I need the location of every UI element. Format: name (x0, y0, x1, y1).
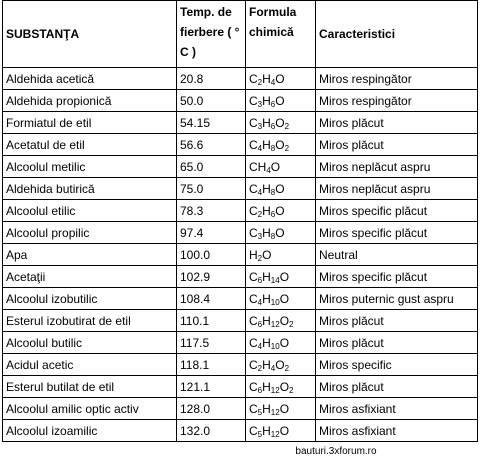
header-traits: Caracteristici (316, 1, 478, 68)
substances-table (2, 0, 478, 442)
table-row (3, 376, 478, 398)
cell-substance: Aldehida butirică (3, 178, 177, 200)
cell-traits: Miros plăcut (316, 332, 478, 354)
header-substance: SUBSTANŢA (3, 1, 177, 68)
header-formula: Formula chimică (246, 1, 316, 68)
table-row (3, 112, 478, 134)
cell-boiling-temp: 20.8 (177, 68, 246, 90)
cell-boiling-temp: 132.0 (177, 420, 246, 442)
cell-traits: Miros neplăcut aspru (316, 178, 478, 200)
cell-substance: Esterul butilat de etil (3, 376, 177, 398)
cell-formula: $C_4H_8O$ (246, 178, 316, 200)
header-row (3, 1, 478, 68)
cell-formula: $C_6H_{12}O_2$ (246, 310, 316, 332)
cell-substance: Aldehida propionică (3, 90, 177, 112)
watermark-text: bauturi.3xforum.ro (255, 445, 417, 458)
cell-formula: $C_2H_4O_2$ (246, 354, 316, 376)
cell-boiling-temp: 110.1 (177, 310, 246, 332)
cell-boiling-temp: 50.0 (177, 90, 246, 112)
cell-substance: Acidul acetic (3, 354, 177, 376)
cell-substance: Apa (3, 244, 177, 266)
cell-boiling-temp: 97.4 (177, 222, 246, 244)
cell-substance: Alcoolul etilic (3, 200, 177, 222)
cell-formula: $C_6H_{12}O_2$ (246, 376, 316, 398)
cell-formula: $C_4H_8O_2$ (246, 134, 316, 156)
cell-boiling-temp: 75.0 (177, 178, 246, 200)
cell-traits: Miros respingător (316, 90, 478, 112)
table-row (3, 156, 478, 178)
cell-substance: Alcoolul izobutilic (3, 288, 177, 310)
cell-substance: Alcoolul propilic (3, 222, 177, 244)
table-row (3, 178, 478, 200)
cell-boiling-temp: 118.1 (177, 354, 246, 376)
cell-traits: Miros plăcut (316, 310, 478, 332)
table-row (3, 310, 478, 332)
cell-boiling-temp: 121.1 (177, 376, 246, 398)
cell-traits: Neutral (316, 244, 478, 266)
cell-boiling-temp: 117.5 (177, 332, 246, 354)
cell-substance: Aldehida acetică (3, 68, 177, 90)
cell-formula: $C_4H_{10}O$ (246, 332, 316, 354)
cell-formula: $C_3H_8O$ (246, 222, 316, 244)
cell-formula: $H_2O$ (246, 244, 316, 266)
table-row (3, 420, 478, 442)
cell-traits: Miros asfixiant (316, 398, 478, 420)
cell-traits: Miros asfixiant (316, 420, 478, 442)
table-row (3, 332, 478, 354)
cell-traits: Miros respingător (316, 68, 478, 90)
table-row (3, 288, 478, 310)
cell-substance: Acetatul de etil (3, 134, 177, 156)
cell-substance: Alcoolul amilic optic activ (3, 398, 177, 420)
cell-formula: $C_4H_{10}O$ (246, 288, 316, 310)
cell-boiling-temp: 100.0 (177, 244, 246, 266)
table-row (3, 200, 478, 222)
cell-substance: Alcoolul izoamilic (3, 420, 177, 442)
table-row (3, 266, 478, 288)
cell-substance: Formiatul de etil (3, 112, 177, 134)
cell-boiling-temp: 56.6 (177, 134, 246, 156)
cell-substance: Acetaţii (3, 266, 177, 288)
cell-formula: $C_3H_6O_2$ (246, 112, 316, 134)
cell-substance: Alcoolul metilic (3, 156, 177, 178)
cell-substance: Alcoolul butilic (3, 332, 177, 354)
cell-substance: Esterul izobutirat de etil (3, 310, 177, 332)
cell-formula: $C_5H_{12}O$ (246, 398, 316, 420)
cell-boiling-temp: 102.9 (177, 266, 246, 288)
cell-formula: $C_6H_{14}O$ (246, 266, 316, 288)
cell-boiling-temp: 78.3 (177, 200, 246, 222)
table-row (3, 244, 478, 266)
cell-formula: $CH_4O$ (246, 156, 316, 178)
cell-boiling-temp: 65.0 (177, 156, 246, 178)
cell-traits: Miros specific plăcut (316, 222, 478, 244)
cell-boiling-temp: 128.0 (177, 398, 246, 420)
cell-traits: Miros puternic gust aspru (316, 288, 478, 310)
cell-boiling-temp: 108.4 (177, 288, 246, 310)
table-row (3, 134, 478, 156)
cell-formula: $C_3H_6O$ (246, 90, 316, 112)
cell-traits: Miros plăcut (316, 112, 478, 134)
cell-traits: Miros neplăcut aspru (316, 156, 478, 178)
table-row (3, 398, 478, 420)
cell-formula: $C_5H_{12}O$ (246, 420, 316, 442)
cell-formula: $C_2H_6O$ (246, 200, 316, 222)
header-boiling-temp: Temp. de fierbere ( ° C ) (177, 1, 246, 68)
table-row (3, 354, 478, 376)
table-row (3, 90, 478, 112)
cell-traits: Miros specific (316, 354, 478, 376)
table-row (3, 222, 478, 244)
table-row (3, 68, 478, 90)
cell-formula: $C_2H_4O$ (246, 68, 316, 90)
cell-traits: Miros plăcut (316, 134, 478, 156)
cell-traits: Miros specific plăcut (316, 266, 478, 288)
cell-traits: Miros plăcut (316, 376, 478, 398)
cell-boiling-temp: 54.15 (177, 112, 246, 134)
cell-traits: Miros specific plăcut (316, 200, 478, 222)
